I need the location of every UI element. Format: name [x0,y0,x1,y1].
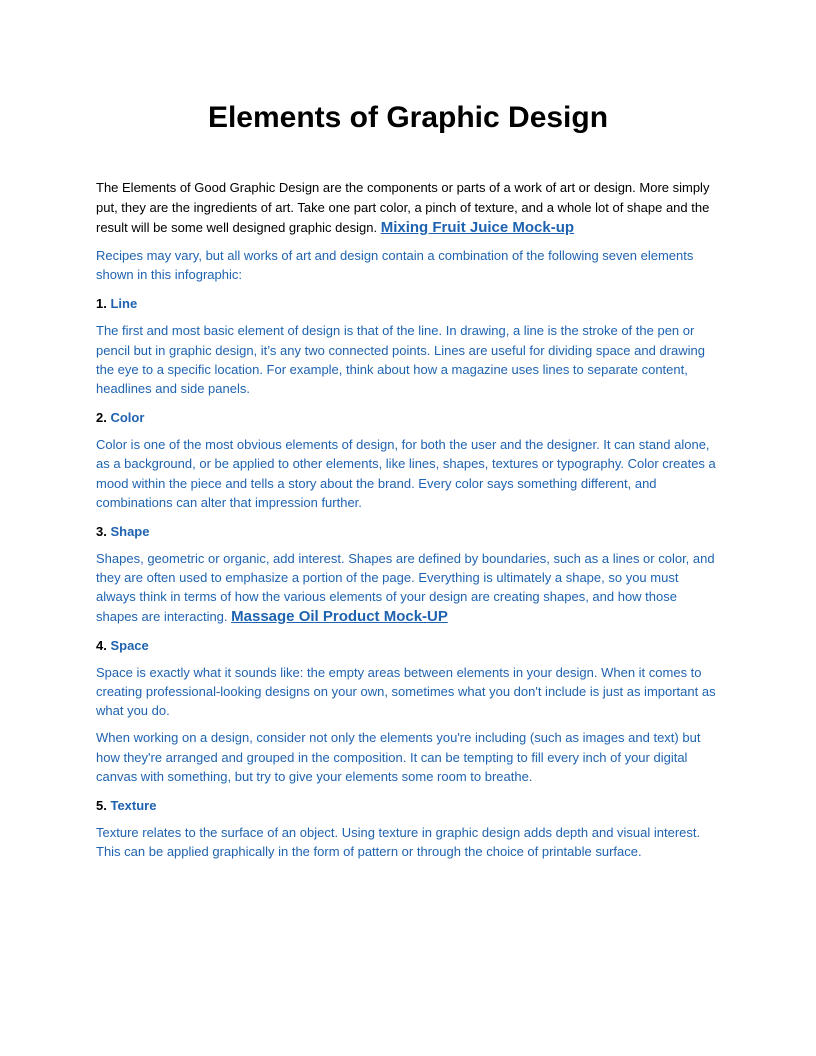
section-number: 2. [96,410,107,426]
massage-oil-link[interactable]: Massage Oil Product Mock-UP [231,607,448,625]
mixing-fruit-juice-link[interactable]: Mixing Fruit Juice Mock-up [380,219,575,236]
section-number: 3. [96,524,107,540]
section-heading-shape [96,522,720,541]
recipes-paragraph: Recipes may vary, but all works of art and design contain a combination of the following seven elements shown in this infographic: [96,248,694,283]
section-heading-space [96,636,720,655]
section-name: Space [110,637,149,653]
section-heading-texture [96,796,720,815]
shape-text: Shapes, geometric or organic, add interest. Shapes are defined by boundaries, such as a lines or color, and they are often used to emphasize a portion of the page. Everything is ultimately a shape, so you must always think in terms of how the various elements of your design are creating shapes, and how those shapes are interacting. [96,551,715,624]
space-paragraph: Space is exactly what it sounds like: the empty areas between elements in your design. When it comes to creating professional-looking designs on your own, sometimes what you don't include is just as important as what you do. [96,664,716,719]
texture-paragraph: Texture relates to the surface of an object. Using texture in graphic design adds depth and visual interest. This can be applied graphically in the form of pattern or through the choice of printable surface. [96,825,701,860]
document-title: Elements of Graphic Design [207,101,609,134]
section-number: 4. [96,637,107,653]
section-number: 5. [96,798,107,814]
intro-text: The Elements of Good Graphic Design are the components or parts of a work of art or design. More simply put, they are the ingredients of art. Take one part color, a pinch of texture, and a whole lot of shape and the result will be some well designed graphic design. [96,180,710,235]
section-heading-line [96,294,720,313]
intro-paragraph [96,178,720,238]
space-paragraph-2: When working on a design, consider not only the elements you're including (such as images and text) but how they're arranged and grouped in the composition. It can be tempting to fill every inch of your digital canvas with something, but try to give your elements some room to breathe. [96,730,701,784]
color-paragraph: Color is one of the most obvious elements of design, for both the user and the designer. It can stand alone, as a background, or be applied to other elements, like lines, shapes, textures or typography. Color creates a mood within the piece and tells a story about the brand. Every color says something different, and combinations can alter that impression further. [96,437,716,510]
section-heading-color [96,408,720,427]
section-number: 1. [96,296,107,312]
document-body [96,96,720,861]
section-name: Color [110,410,145,426]
shape-paragraph [96,549,720,626]
line-paragraph: The first and most basic element of design is that of the line. In drawing, a line is the stroke of the pen or pencil but in graphic design, it’s any two connected points. Lines are useful for dividing space and drawing the eye to a specific location. For example, think about how a magazine uses lines to separate content, headlines and side panels. [96,323,705,397]
section-name: Shape [110,524,150,540]
section-name: Texture [110,798,157,814]
section-name: Line [110,296,138,312]
